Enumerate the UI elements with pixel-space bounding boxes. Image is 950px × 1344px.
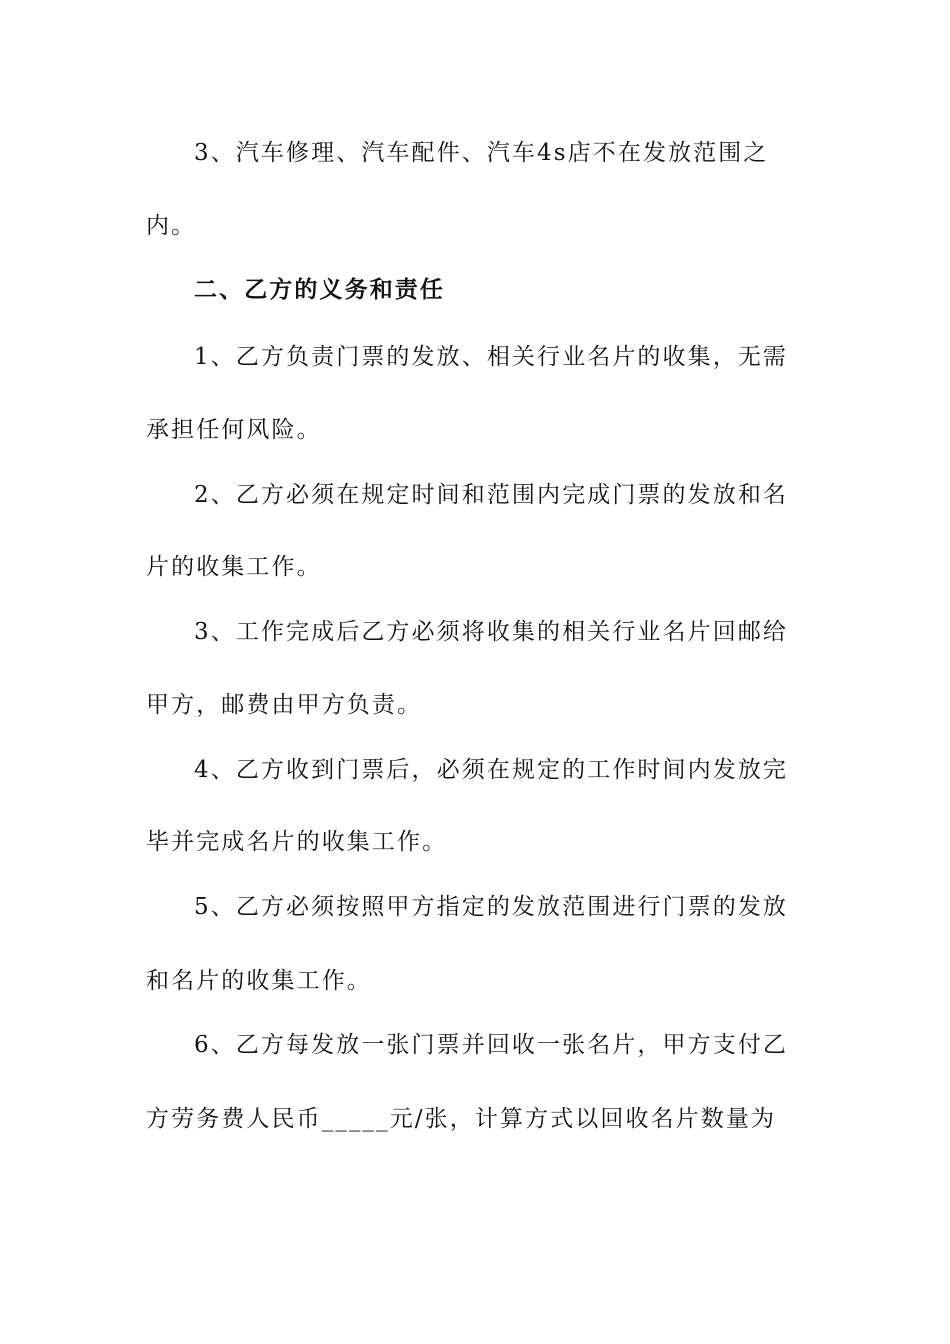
party-b-clause-2-line-1: 2、乙方必须在规定时间和范围内完成门票的发放和名 bbox=[194, 482, 789, 508]
party-b-clause-2-line-2: 片的收集工作。 bbox=[146, 554, 322, 580]
section-heading-party-b-obligations: 二、乙方的义务和责任 bbox=[194, 276, 445, 303]
party-b-clause-3-line-2: 甲方，邮费由甲方负责。 bbox=[146, 692, 423, 718]
clause-3-line-2: 内。 bbox=[146, 213, 197, 239]
party-b-clause-4-line-2: 毕并完成名片的收集工作。 bbox=[146, 829, 448, 855]
party-b-clause-1-line-2: 承担任何风险。 bbox=[146, 417, 322, 443]
party-b-clause-5-line-2: 和名片的收集工作。 bbox=[146, 968, 372, 994]
party-b-clause-5-line-1: 5、乙方必须按照甲方指定的发放范围进行门票的发放 bbox=[194, 894, 789, 920]
party-b-clause-6-line-1: 6、乙方每发放一张门票并回收一张名片，甲方支付乙 bbox=[194, 1032, 789, 1058]
clause-3-line-1: 3、汽车修理、汽车配件、汽车4s店不在发放范围之 bbox=[194, 140, 769, 166]
party-b-clause-4-line-1: 4、乙方收到门票后，必须在规定的工作时间内发放完 bbox=[194, 757, 789, 783]
party-b-clause-1-line-1: 1、乙方负责门票的发放、相关行业名片的收集，无需 bbox=[194, 344, 789, 370]
party-b-clause-6-line-2: 方劳务费人民币_____元/张，计算方式以回收名片数量为 bbox=[146, 1106, 777, 1132]
party-b-clause-3-line-1: 3、工作完成后乙方必须将收集的相关行业名片回邮给 bbox=[194, 619, 789, 645]
